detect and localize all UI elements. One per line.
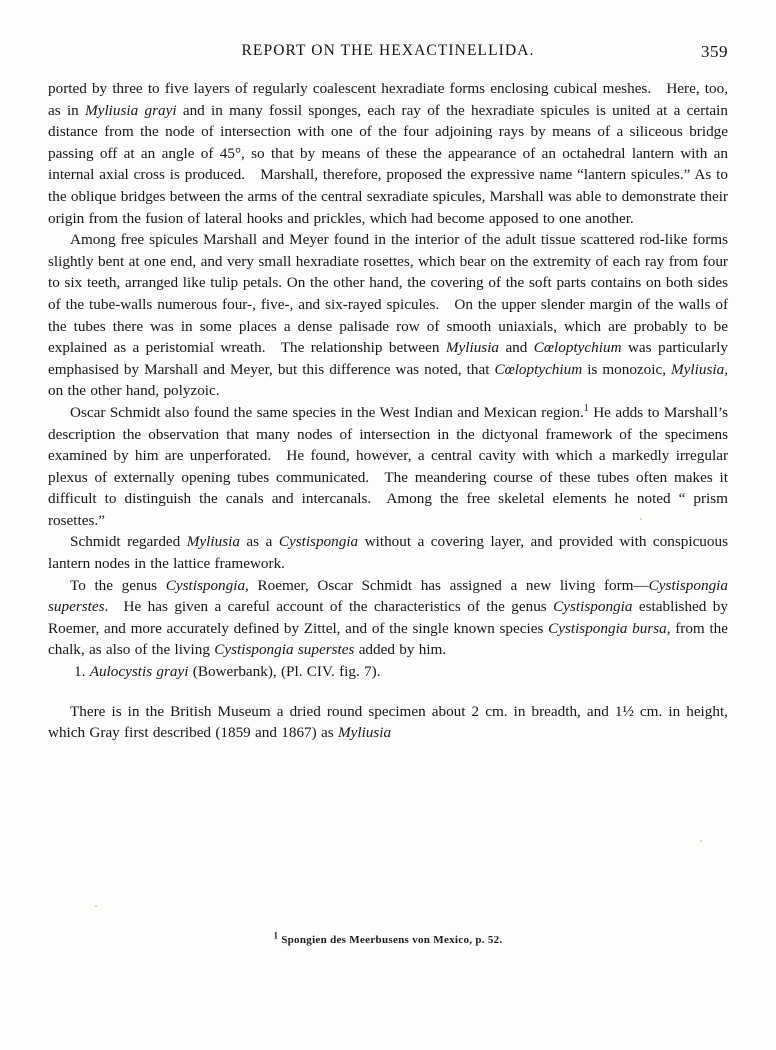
page-speck [700, 840, 702, 842]
page-speck [95, 905, 97, 907]
italic-term: Cystispongia [553, 598, 633, 616]
section-number: 1. [74, 663, 90, 681]
italic-term: Cystispongia superstes [214, 641, 355, 659]
section-heading [48, 661, 728, 683]
paragraph: To the genus Cystispongia, Roemer, Oscar Schmidt has assigned a new living form—Cystispongia superstes. He has given a careful account of the characteristics of the genus Cystispongia established by Roemer, and more accurately defined by Zittel, and of the single known species Cystispongia bursa, from the chalk, as also of the living Cystispongia superstes added by him. [48, 576, 729, 659]
section-species-name: Aulocystis grayi [89, 663, 189, 681]
italic-term: Myliusia [671, 360, 725, 378]
italic-term: Myliusia [445, 339, 500, 357]
fraction: ½ [622, 702, 634, 720]
italic-term: Myliusia [186, 533, 240, 551]
page-speck [640, 518, 642, 520]
page-header [48, 42, 728, 64]
paragraph: There is in the British Museum a dried round specimen about 2 cm. in breadth, and 1½ cm. in height, which Gray first described (1859 and 1867) as Myliusia [48, 702, 728, 742]
section-authority: (Bowerbank), (Pl. CIV. fig. 7). [188, 663, 381, 681]
italic-term: Myliusia grayi [85, 101, 177, 119]
footnote-marker: 1 [273, 930, 279, 941]
footnote-reference: 1 [583, 402, 589, 414]
paragraph: Schmidt regarded Myliusia as a Cystispongia without a covering layer, and provided with conspicuous lantern nodes in the lattice framework. [48, 533, 729, 573]
italic-term: Cystispongia [278, 533, 359, 551]
running-title: REPORT ON THE HEXACTINELLIDA. [241, 42, 535, 59]
page-number: 359 [701, 42, 728, 61]
paragraph: ported by three to five layers of regularly coalescent hexradiate forms enclosing cubical meshes. Here, too, as in Myliusia grayi and in many fossil sponges, each ray of the hexradiate spicules is united at a certain distance from the node of intersection with one of the four adjoining rays by means of a siliceous bridge passing off at an angle of 45°, so that by means of these the appearance of an octahedral lantern with an internal axial cross is produced. Marshall, therefore, proposed the expressive name “lantern spicules.” As to the oblique bridges between the arms of the central sexradiate spicules, Marshall was able to demonstrate their origin from the fusion of lateral hooks and prickles, which had become apposed to one another. [48, 80, 728, 227]
footnote [48, 930, 728, 947]
footnote-text: Spongien des Meerbusens von Mexico, p. 52. [278, 934, 503, 946]
italic-term: Cystispongia [165, 576, 246, 594]
paragraph: Oscar Schmidt also found the same species in the West Indian and Mexican region.$^1$ He adds to Marshall’s description the observation that many nodes of intersection in the dictyonal framework of the specimens examined by him are unperforated. He found, however, a central cavity with which a markedly irregular plexus of externally opening tubes communicated. The meandering course of these tubes often makes it difficult to distinguish the canals and intercanals. Among the free skeletal elements he noted “ prism rosettes.” [48, 402, 728, 529]
body-text-column [48, 78, 728, 744]
italic-term: Myliusia [337, 724, 392, 742]
italic-term: Cœloptychium [533, 339, 622, 357]
italic-term: Cystispongia superstes [48, 576, 728, 616]
paragraph: Among free spicules Marshall and Meyer found in the interior of the adult tissue scattered rod-like forms slightly bent at one end, and very small hexradiate rosettes, which bear on the extremity of each ray from four to six teeth, arranged like tulip petals. On the other hand, the covering of the soft parts contains on both sides of the tube-walls numerous four-, five-, and six-rayed spicules. On the upper slender margin of the walls of the tubes there was in some places a dense palisade row of smooth uniaxials, which are probably to be explained as a peristomial wreath. The relationship between Myliusia and Cœloptychium was particularly emphasised by Marshall and Meyer, but this difference was noted, that Cœloptychium is monozoic, Myliusia, on the other hand, polyzoic. [48, 231, 728, 400]
italic-term: Cystispongia bursa [548, 619, 667, 637]
italic-term: Cœloptychium [494, 360, 583, 378]
